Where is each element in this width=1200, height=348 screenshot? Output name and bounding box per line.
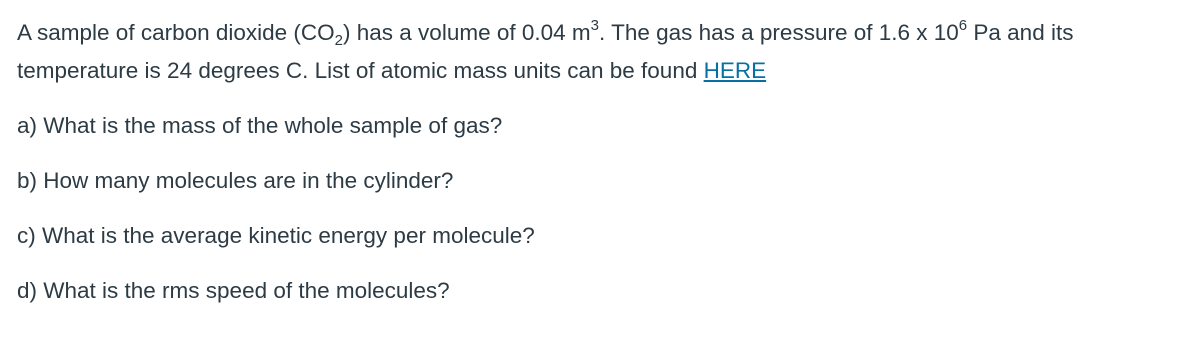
intro-text-4: Pa and its temperature is 24 degrees C. List of atomic mass units can be found <box>17 20 1074 83</box>
subscript-2: 2 <box>334 32 344 49</box>
problem-intro <box>17 14 1187 90</box>
superscript-6: 6 <box>958 17 968 34</box>
intro-text-3: . The gas has a pressure of 1.6 x 10 <box>598 20 959 45</box>
question-c: c) What is the average kinetic energy per molecule? <box>17 223 535 248</box>
problem-content <box>17 14 1187 327</box>
question-b: b) How many molecules are in the cylinder? <box>17 168 454 193</box>
superscript-3: 3 <box>590 17 599 34</box>
question-a: a) What is the mass of the whole sample of gas? <box>17 113 503 138</box>
question-d: d) What is the rms speed of the molecules? <box>17 278 450 303</box>
intro-text-1: A sample of carbon dioxide (CO <box>17 20 335 45</box>
intro-text-2: ) has a volume of 0.04 m <box>343 20 591 45</box>
here-link[interactable]: HERE <box>703 58 767 83</box>
